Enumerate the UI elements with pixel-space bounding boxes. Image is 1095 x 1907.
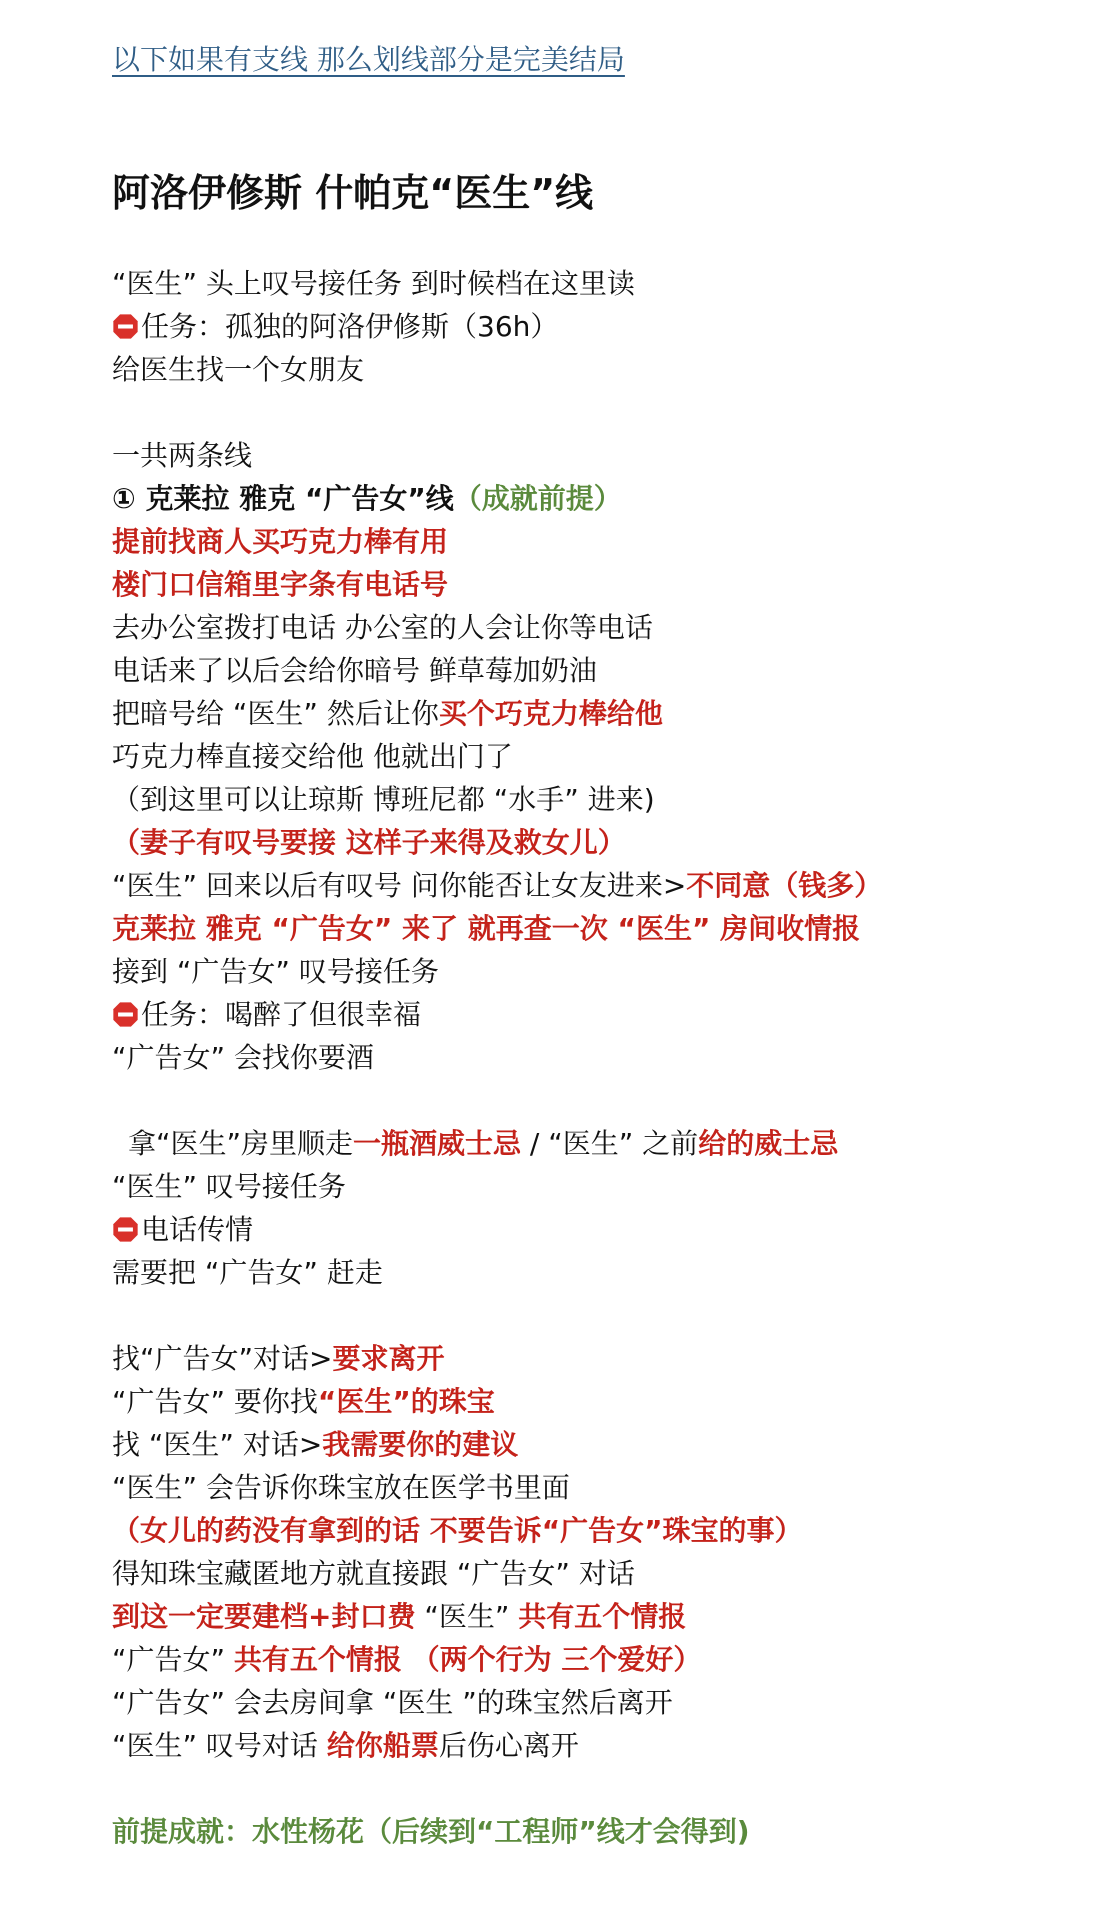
task-3-text: 电话传情 (141, 1213, 254, 1246)
intro-line-1: “医生” 头上叹号接任务 到时候档在这里读 (112, 267, 635, 300)
save-note-highlight: 到这一定要建档+封口费 (112, 1600, 416, 1633)
doctor-task: “医生” 叹号接任务 (112, 1170, 346, 1203)
page-title: 阿洛伊修斯 什帕克“医生”线 (112, 171, 594, 215)
task-1-text: 任务：孤独的阿洛伊修斯（36h） (141, 310, 559, 343)
password-line: 电话来了以后会给你暗号 鲜草莓加奶油 (112, 654, 597, 687)
save-note-info: 共有五个情报 (518, 1600, 687, 1633)
stop-sign-icon (112, 313, 139, 340)
find-jewel-highlight: “医生”的珠宝 (317, 1385, 495, 1418)
save-note (112, 1597, 686, 1637)
route-1-heading (112, 479, 622, 519)
ad-girl-info (112, 1640, 701, 1680)
drive-away: 需要把 “广告女” 赶走 (112, 1256, 383, 1289)
doctor-back-text: “医生” 回来以后有叹号 问你能否让女友进来> (112, 869, 687, 902)
office-call: 去办公室拨打电话 办公室的人会让你等电话 (112, 611, 653, 644)
ticket-highlight: 给你船票 (326, 1729, 439, 1762)
intro-line-3: 给医生找一个女朋友 (112, 353, 365, 386)
daughter-note: （女儿的药没有拿到的话 不要告诉“广告女”珠宝的事） (112, 1514, 803, 1547)
route-1-name: ① 克莱拉 雅克 “广告女”线 (112, 482, 454, 515)
ticket-line (112, 1726, 579, 1766)
give-password-text: 把暗号给 “医生” 然后让你 (112, 697, 439, 730)
ad-girl-info-detail: 共有五个情报 （两个行为 三个爱好） (233, 1643, 702, 1676)
talk-ad-girl-text: 找“广告女”对话> (112, 1342, 333, 1375)
ticket-text-2: 后伤心离开 (438, 1729, 579, 1762)
whisky-text-2: / “医生” 之前 (521, 1127, 699, 1160)
stop-sign-icon (112, 1216, 139, 1243)
task-3-line (112, 1210, 253, 1250)
save-note-doctor: “医生” (415, 1600, 519, 1633)
ad-girl-info-label: “广告女” (112, 1643, 234, 1676)
ask-wine: “广告女” 会找你要酒 (112, 1041, 374, 1074)
route-1-note: （成就前提） (453, 482, 622, 515)
ask-advice (112, 1425, 518, 1465)
doctor-back (112, 866, 882, 906)
know-jewel: 得知珠宝藏匿地方就直接跟 “广告女” 对话 (112, 1557, 635, 1590)
ticket-text-1: “医生” 叹号对话 (112, 1729, 327, 1762)
prerequisite-achievement: 前提成就：水性杨花（后续到“工程师”线才会得到) (112, 1815, 750, 1848)
doctor-back-choice: 不同意（钱多） (686, 869, 883, 902)
task-1-line (112, 307, 558, 347)
two-lines: 一共两条线 (112, 439, 253, 472)
give-password-highlight: 买个巧克力棒给他 (438, 697, 663, 730)
find-jewel-text: “广告女” 要你找 (112, 1385, 318, 1418)
stop-sign-icon (112, 1001, 139, 1028)
whisky-text-1: 拿“医生”房里顺走 (128, 1127, 354, 1160)
buy-chocolate: 提前找商人买巧克力棒有用 (112, 525, 449, 558)
whisky-line (128, 1124, 838, 1164)
ask-advice-text: 找 “医生” 对话> (112, 1428, 323, 1461)
mailbox-note: 楼门口信箱里字条有电话号 (112, 568, 449, 601)
talk-ad-girl (112, 1339, 445, 1379)
talk-ad-girl-choice: 要求离开 (332, 1342, 445, 1375)
ask-advice-choice: 我需要你的建议 (322, 1428, 519, 1461)
give-password (112, 694, 663, 734)
clara-comes: 克莱拉 雅克 “广告女” 来了 就再查一次 “医生” 房间收情报 (112, 912, 861, 945)
find-jewel (112, 1382, 495, 1422)
wife-note: （妻子有叹号要接 这样子来得及救女儿） (112, 826, 626, 859)
sailor-note: （到这里可以让琼斯 博班尼都 “水手” 进来) (112, 783, 655, 816)
whisky-highlight-2: 给的威士忌 (698, 1127, 839, 1160)
whisky-highlight-1: 一瓶酒威士忌 (353, 1127, 522, 1160)
task-2-text: 任务：喝醉了但很幸福 (141, 998, 422, 1031)
jewel-in-book: “医生” 会告诉你珠宝放在医学书里面 (112, 1471, 570, 1504)
header-note[interactable]: 以下如果有支线 那么划线部分是完美结局 (112, 43, 625, 76)
task-2-line (112, 995, 421, 1035)
chocolate-give: 巧克力棒直接交给他 他就出门了 (112, 740, 513, 773)
receive-task: 接到 “广告女” 叹号接任务 (112, 955, 439, 988)
ad-girl-leave: “广告女” 会去房间拿 “医生 ”的珠宝然后离开 (112, 1686, 673, 1719)
